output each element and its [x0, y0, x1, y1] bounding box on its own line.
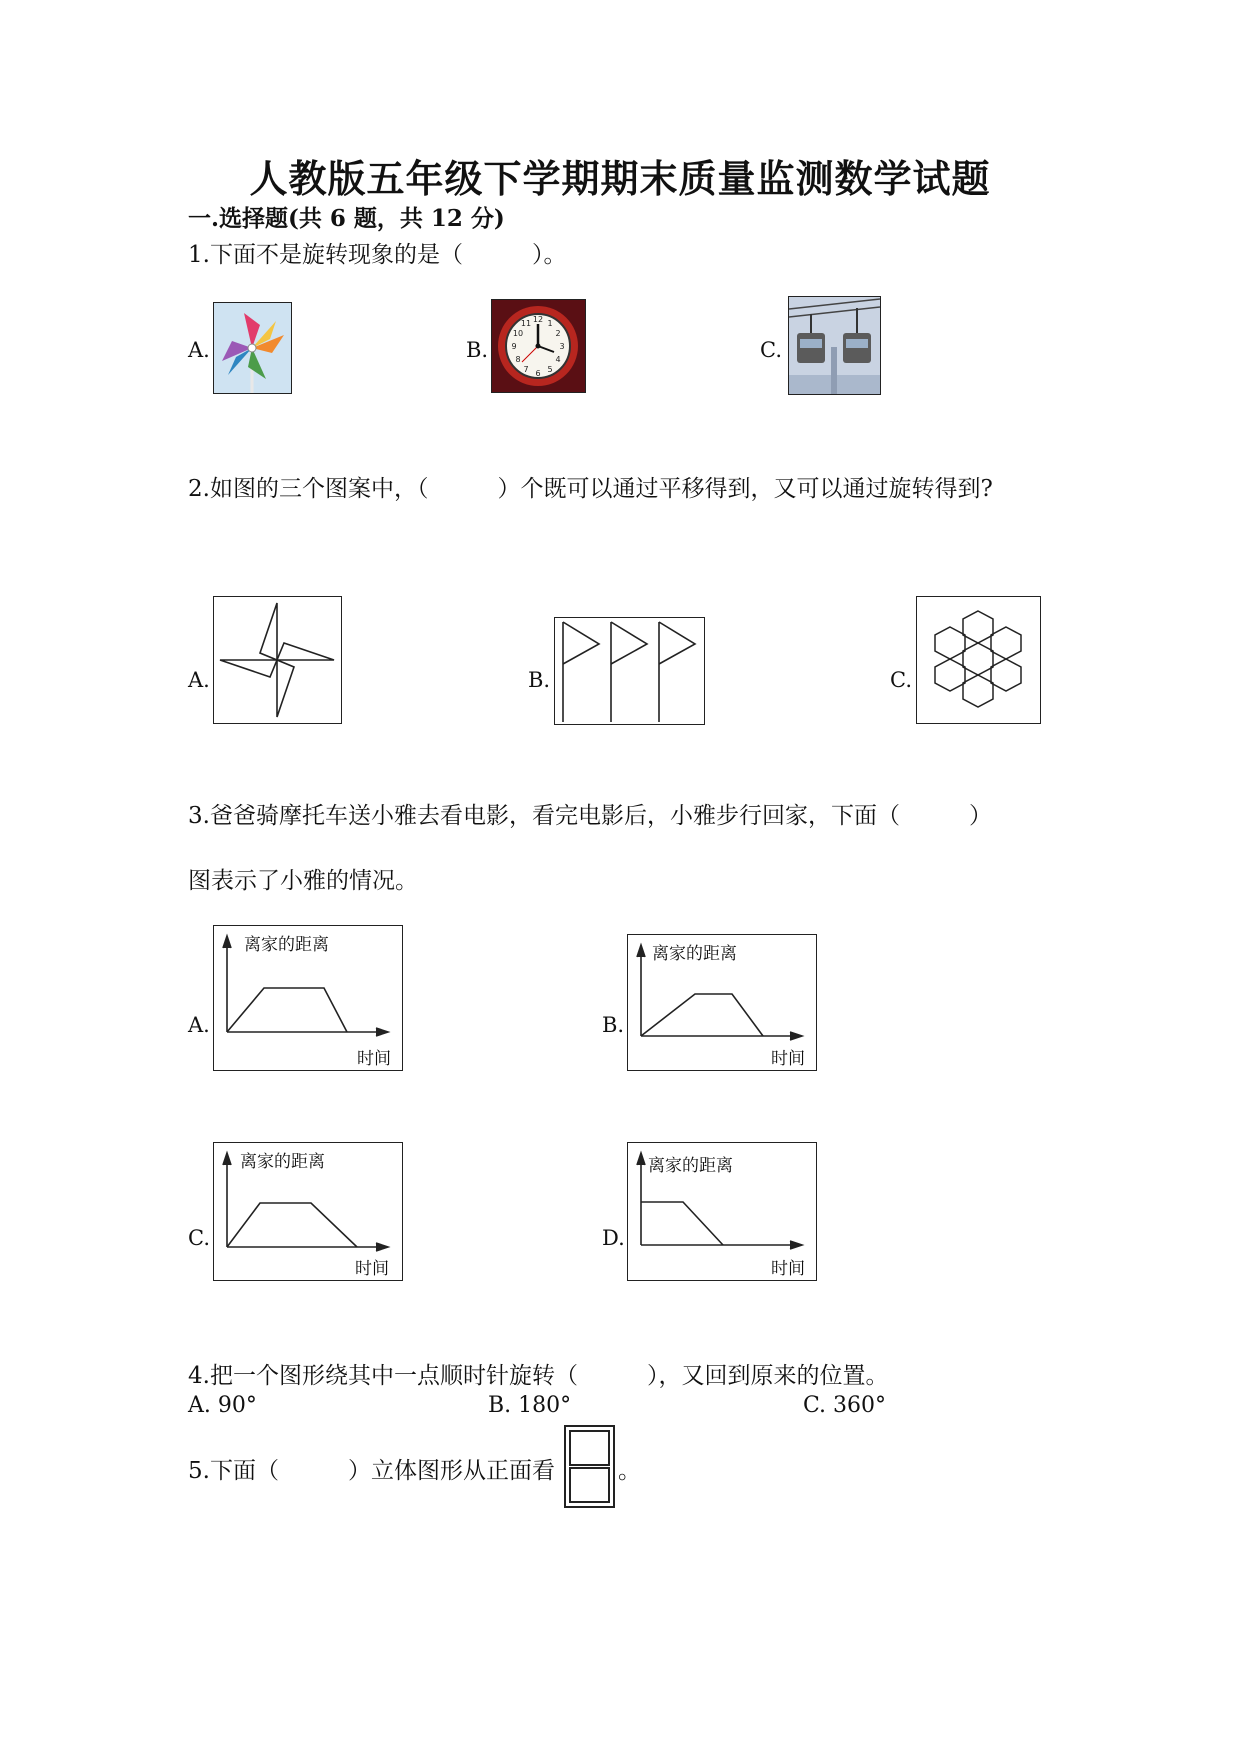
- svg-text:12: 12: [532, 315, 544, 324]
- graph-b-xlabel: 时间: [771, 1049, 805, 1069]
- question-5-end: 。: [618, 1458, 641, 1484]
- svg-text:9: 9: [511, 342, 517, 351]
- svg-text:8: 8: [515, 355, 521, 364]
- q3-option-a-label: A.: [188, 1013, 210, 1037]
- question-1-text: 1.下面不是旋转现象的是（ ）。: [188, 242, 567, 268]
- svg-text:3: 3: [559, 342, 565, 351]
- graph-d-ylabel: 离家的距离: [648, 1156, 733, 1176]
- question-4-text: 4.把一个图形绕其中一点顺时针旋转（ ），又回到原来的位置。: [188, 1363, 889, 1389]
- question-3-line-1: 3.爸爸骑摩托车送小雅去看电影，看完电影后，小雅步行回家，下面（ ）: [188, 803, 992, 829]
- cable-car-image: [788, 296, 881, 395]
- svg-text:11: 11: [520, 319, 532, 328]
- front-view-figure: [564, 1425, 615, 1508]
- q1-option-a-label: A.: [188, 338, 210, 362]
- q4-option-c: C. 360°: [803, 1393, 887, 1418]
- svg-text:5: 5: [547, 365, 553, 374]
- graph-c-xlabel: 时间: [355, 1259, 389, 1279]
- pinwheel-image: [213, 302, 292, 394]
- page-title: 人教版五年级下学期期末质量监测数学试题: [249, 156, 991, 201]
- question-5-text: 5.下面（ ）立体图形从正面看: [188, 1458, 555, 1484]
- svg-text:6: 6: [535, 369, 541, 378]
- graph-a-ylabel: 离家的距离: [244, 935, 329, 955]
- distance-time-graph-a: [213, 925, 403, 1071]
- distance-time-graph-c: [213, 1142, 403, 1281]
- flags-figure: [554, 617, 705, 725]
- graph-c-ylabel: 离家的距离: [240, 1152, 325, 1172]
- hexagon-flower-figure: [916, 596, 1041, 724]
- question-3-line-2: 图表示了小雅的情况。: [188, 868, 418, 894]
- q1-option-c-label: C.: [760, 338, 782, 362]
- svg-text:4: 4: [555, 355, 561, 364]
- svg-text:2: 2: [555, 329, 561, 338]
- q4-option-b: B. 180°: [488, 1393, 572, 1418]
- question-2-text: 2.如图的三个图案中，（ ）个既可以通过平移得到，又可以通过旋转得到?: [188, 476, 993, 502]
- q2-option-a-label: A.: [188, 668, 210, 692]
- section-heading: 一.选择题(共 6 题，共 12 分): [188, 205, 505, 232]
- q3-option-d-label: D.: [602, 1226, 625, 1250]
- svg-text:7: 7: [523, 365, 529, 374]
- q4-option-a: A. 90°: [188, 1393, 257, 1418]
- distance-time-graph-b: [627, 934, 817, 1071]
- q2-option-b-label: B.: [528, 668, 551, 692]
- graph-a-xlabel: 时间: [357, 1049, 391, 1069]
- q1-option-b-label: B.: [466, 338, 489, 362]
- q3-option-b-label: B.: [602, 1013, 625, 1037]
- graph-d-xlabel: 时间: [771, 1259, 805, 1279]
- svg-text:10: 10: [512, 329, 524, 338]
- graph-b-ylabel: 离家的距离: [652, 944, 737, 964]
- distance-time-graph-d: [627, 1142, 817, 1281]
- q2-option-c-label: C.: [890, 668, 912, 692]
- pinwheel-figure: [213, 596, 342, 724]
- q3-option-c-label: C.: [188, 1226, 210, 1250]
- alarm-clock-image: [491, 299, 586, 393]
- svg-text:1: 1: [547, 319, 553, 328]
